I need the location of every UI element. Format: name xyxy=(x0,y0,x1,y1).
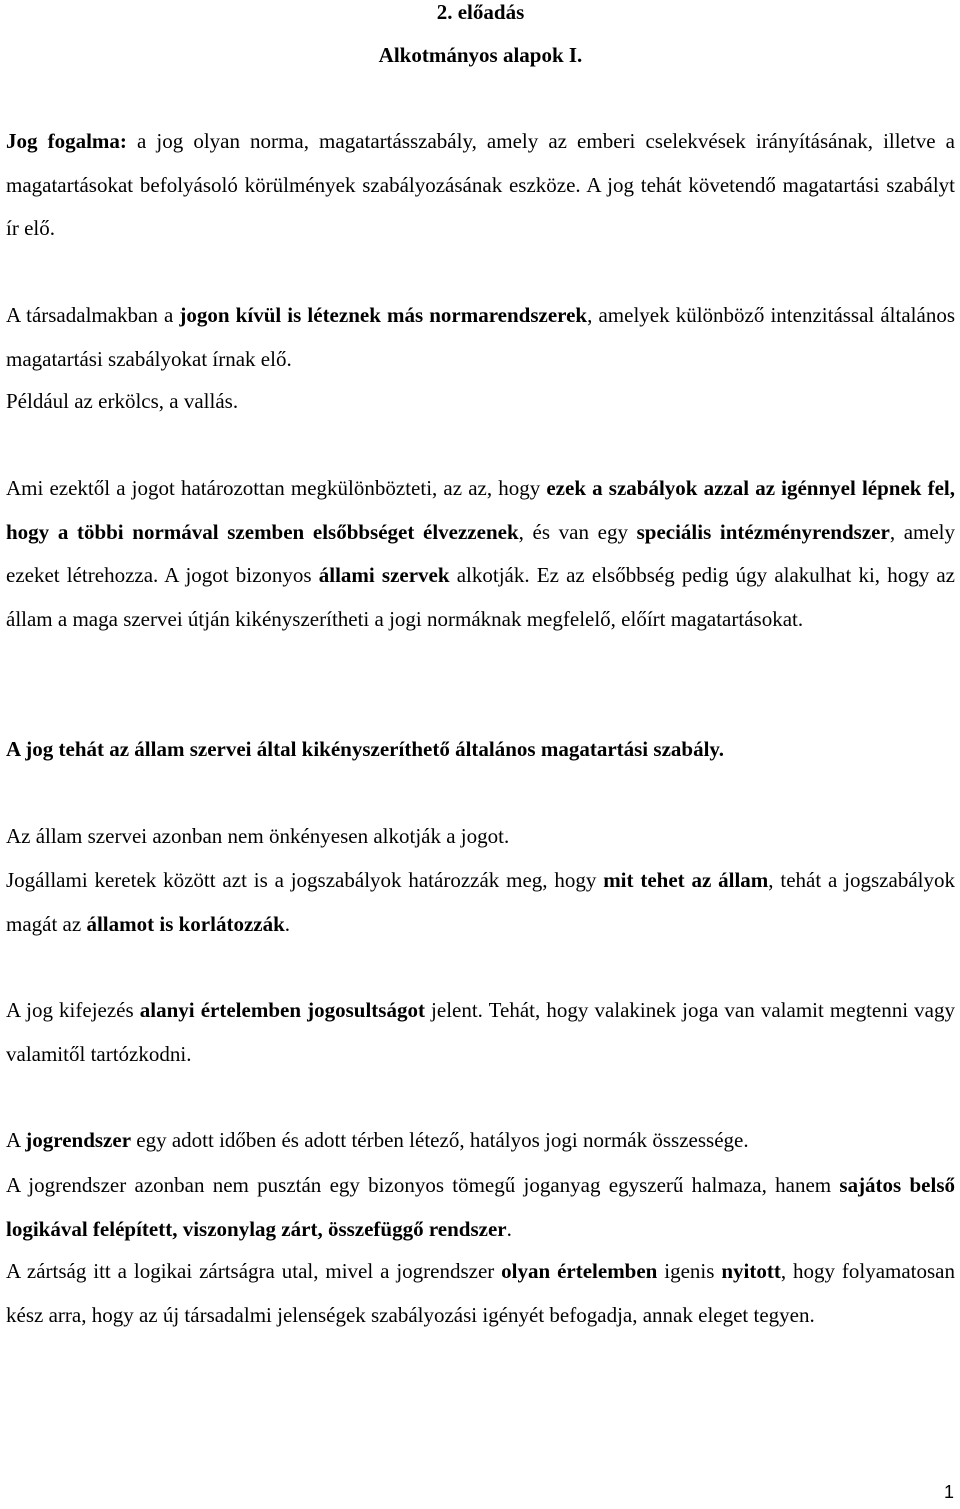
text: Az állam szervei azonban nem önkényesen alkotják a jogot. xyxy=(6,824,510,848)
emphasis: mit tehet az állam xyxy=(603,868,769,892)
emphasis: állami szervek xyxy=(318,563,450,587)
emphasis: sajátos belső logikával felépített, viszonylag zárt, összefüggő rendszer xyxy=(6,1173,955,1241)
emphasis: jogrendszer xyxy=(25,1128,132,1152)
text: , és van egy xyxy=(518,519,637,544)
text: . xyxy=(284,911,291,936)
paragraph-definicio xyxy=(6,728,955,772)
paragraph-jogallam xyxy=(6,859,955,946)
document-title: Alkotmányos alapok I. xyxy=(378,43,583,67)
paragraph-alanyi-jog xyxy=(6,989,955,1076)
emphasis: olyan értelemben xyxy=(501,1259,658,1283)
text: alkotják. Ez az elsőbbség pedig úgy alakulhat ki, hogy az állam a maga szervei útján kikényszerítheti a jogi normáknak megfelelő, előírt magatartásokat. xyxy=(6,563,955,631)
page-number: 1 xyxy=(943,1482,954,1502)
emphasis: ezek a szabályok azzal az igénnyel lépnek fel, hogy a többi normával szemben elsőbbséget élvezzenek xyxy=(6,476,955,544)
emphasis: nyitott xyxy=(721,1259,781,1283)
paragraph-zartsag xyxy=(6,1250,955,1337)
text: Jogállami keretek között azt is a jogszabályok határozzák meg, hogy xyxy=(6,868,604,892)
text: A jog kifejezés xyxy=(6,998,140,1022)
text: , amely ezeket létrehozza. A jogot bizonyos xyxy=(6,519,956,587)
paragraph-rendszer xyxy=(6,1164,955,1251)
text: A társadalmakban a xyxy=(6,303,180,327)
emphasis: államot is korlátozzák xyxy=(86,911,285,936)
paragraph-onkenyes xyxy=(6,815,955,859)
text: A xyxy=(6,1128,26,1152)
paragraph-megkulonbozteti xyxy=(6,467,955,641)
term-jog-fogalma: Jog fogalma: xyxy=(6,129,127,153)
text: Például az erkölcs, a vallás. xyxy=(6,389,239,413)
text: igenis xyxy=(657,1259,722,1283)
emphasis: jogon kívül is léteznek más normarendszerek xyxy=(179,303,588,327)
emphasis: A jog tehát az állam szervei által kikényszeríthető általános magatartási szabály. xyxy=(6,737,724,761)
paragraph-pelda xyxy=(6,380,955,424)
text: Ami ezektől a jogot határozottan megkülönbözteti, az az, hogy xyxy=(6,476,547,500)
paragraph-jogrendszer xyxy=(6,1119,955,1163)
text: , hogy folyamatosan kész arra, hogy az új társadalmi jelenségek szabályozási igényét befogadja, annak eleget tegyen. xyxy=(6,1259,955,1327)
paragraph-normarendszerek xyxy=(6,294,955,381)
emphasis: alanyi értelemben jogosultságot xyxy=(139,998,425,1022)
text: . xyxy=(506,1216,512,1241)
text: , amelyek különböző intenzitással általános magatartási szabályokat írnak elő. xyxy=(6,303,955,371)
text: A zártság itt a logikai zártságra utal, mivel a jogrendszer xyxy=(6,1259,502,1283)
text: , tehát a jogszabályok magát az xyxy=(6,868,955,936)
text: A jogrendszer azonban nem pusztán egy bizonyos tömegű joganyag egyszerű halmaza, hanem xyxy=(6,1173,840,1197)
text: a jog olyan norma, magatartásszabály, amely az emberi cselekvések irányításának, illetve a magatartásokat befolyásoló körülmények szabályozásának eszköze. A jog tehát követendő magatartási szabályt ír elő. xyxy=(6,129,955,240)
text: jelent. Tehát, hogy valakinek joga van valamit megtenni vagy valamitől tartózkodni. xyxy=(6,998,955,1066)
paragraph-jog-fogalma xyxy=(6,120,955,251)
emphasis: speciális intézményrendszer xyxy=(636,519,890,544)
text: egy adott időben és adott térben létező, hatályos jogi normák összessége. xyxy=(131,1128,749,1152)
lecture-number: 2. előadás xyxy=(436,0,525,24)
